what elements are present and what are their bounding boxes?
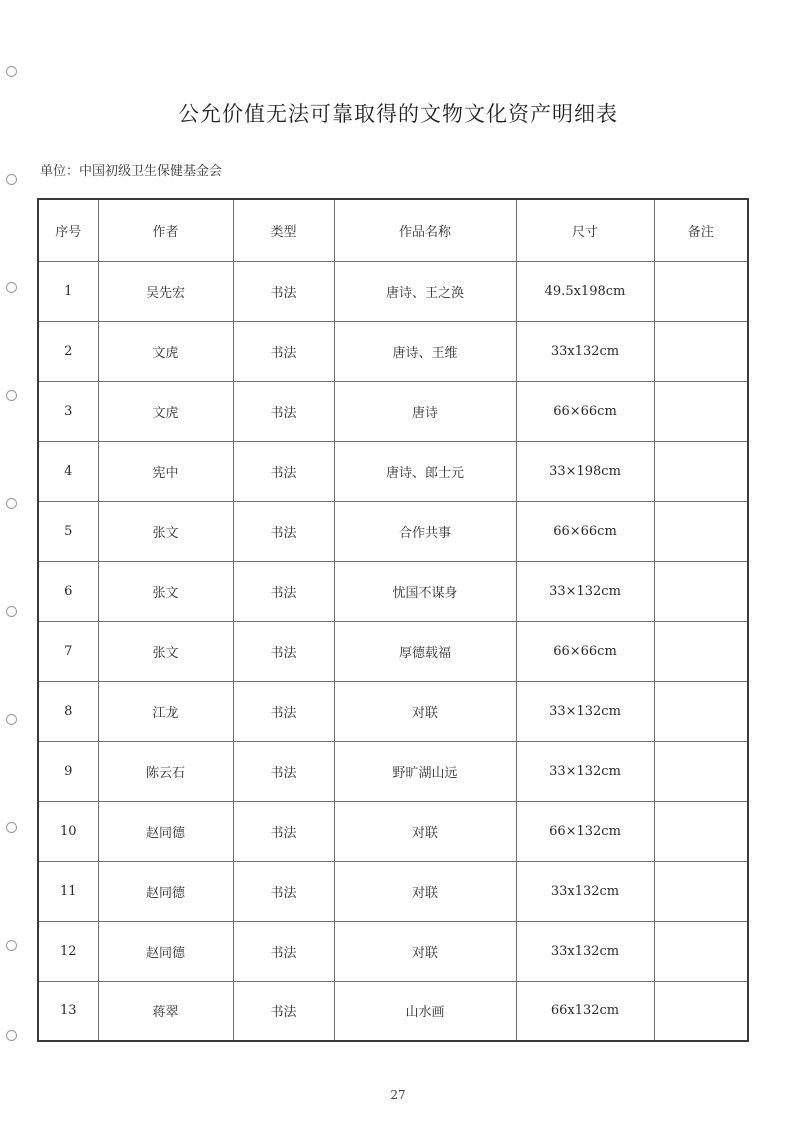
cell-name: 对联 [334, 861, 516, 921]
cell-size: 49.5x198cm [516, 261, 654, 321]
cell-note [654, 921, 748, 981]
table-row [38, 561, 748, 621]
column-header-note: 备注 [654, 199, 748, 261]
cell-size: 66×66cm [516, 501, 654, 561]
table-row [38, 681, 748, 741]
cell-author: 张文 [98, 561, 233, 621]
cell-author: 蒋翠 [98, 981, 233, 1041]
cell-type: 书法 [233, 981, 334, 1041]
cell-type: 书法 [233, 561, 334, 621]
cell-note [654, 741, 748, 801]
punch-hole [6, 390, 17, 401]
cell-author: 张文 [98, 621, 233, 681]
punch-hole [6, 822, 17, 833]
cell-name: 对联 [334, 681, 516, 741]
table-row [38, 261, 748, 321]
table-row [38, 861, 748, 921]
cell-no: 9 [38, 741, 98, 801]
cell-no: 2 [38, 321, 98, 381]
table-row [38, 501, 748, 561]
punch-hole [6, 282, 17, 293]
cell-note [654, 561, 748, 621]
cell-no: 11 [38, 861, 98, 921]
punch-hole [6, 66, 17, 77]
cell-no: 10 [38, 801, 98, 861]
cell-no: 7 [38, 621, 98, 681]
cell-note [654, 381, 748, 441]
cell-name: 唐诗、王之涣 [334, 261, 516, 321]
cell-author: 吴先宏 [98, 261, 233, 321]
column-header-no: 序号 [38, 199, 98, 261]
cell-type: 书法 [233, 381, 334, 441]
page-number: 27 [390, 1088, 406, 1102]
cell-size: 33x132cm [516, 861, 654, 921]
punch-hole [6, 606, 17, 617]
cell-no: 6 [38, 561, 98, 621]
cell-type: 书法 [233, 921, 334, 981]
cell-note [654, 681, 748, 741]
cell-size: 66×66cm [516, 621, 654, 681]
cell-note [654, 441, 748, 501]
cell-name: 唐诗、郎士元 [334, 441, 516, 501]
punch-hole [6, 174, 17, 185]
cell-size: 33×198cm [516, 441, 654, 501]
column-header-name: 作品名称 [334, 199, 516, 261]
table-row [38, 801, 748, 861]
cell-name: 对联 [334, 801, 516, 861]
cell-name: 对联 [334, 921, 516, 981]
cell-name: 唐诗 [334, 381, 516, 441]
column-header-type: 类型 [233, 199, 334, 261]
asset-table [37, 198, 749, 1042]
cell-note [654, 861, 748, 921]
cell-note [654, 321, 748, 381]
cell-size: 66×66cm [516, 381, 654, 441]
unit-label: 单位：中国初级卫生保健基金会 [40, 164, 223, 179]
cell-no: 3 [38, 381, 98, 441]
cell-size: 33×132cm [516, 681, 654, 741]
cell-type: 书法 [233, 861, 334, 921]
table-row [38, 981, 748, 1041]
cell-type: 书法 [233, 261, 334, 321]
punch-hole [6, 1030, 17, 1041]
cell-no: 4 [38, 441, 98, 501]
cell-author: 赵同德 [98, 921, 233, 981]
table-row [38, 741, 748, 801]
table-row [38, 621, 748, 681]
table-row [38, 321, 748, 381]
cell-name: 山水画 [334, 981, 516, 1041]
cell-size: 33×132cm [516, 561, 654, 621]
cell-size: 33x132cm [516, 921, 654, 981]
punch-hole [6, 498, 17, 509]
cell-note [654, 261, 748, 321]
table-row [38, 441, 748, 501]
cell-name: 忧国不谋身 [334, 561, 516, 621]
page-title: 公允价值无法可靠取得的文物文化资产明细表 [178, 102, 618, 126]
cell-no: 12 [38, 921, 98, 981]
cell-author: 文虎 [98, 321, 233, 381]
cell-note [654, 501, 748, 561]
cell-type: 书法 [233, 441, 334, 501]
cell-author: 陈云石 [98, 741, 233, 801]
column-header-size: 尺寸 [516, 199, 654, 261]
cell-no: 13 [38, 981, 98, 1041]
cell-author: 江龙 [98, 681, 233, 741]
cell-type: 书法 [233, 321, 334, 381]
cell-author: 宪中 [98, 441, 233, 501]
cell-note [654, 981, 748, 1041]
cell-author: 赵同德 [98, 861, 233, 921]
cell-name: 合作共事 [334, 501, 516, 561]
cell-no: 1 [38, 261, 98, 321]
cell-author: 文虎 [98, 381, 233, 441]
cell-size: 66x132cm [516, 981, 654, 1041]
cell-size: 66×132cm [516, 801, 654, 861]
punch-hole [6, 714, 17, 725]
table-row [38, 381, 748, 441]
cell-name: 唐诗、王维 [334, 321, 516, 381]
cell-no: 8 [38, 681, 98, 741]
cell-type: 书法 [233, 621, 334, 681]
cell-name: 野旷湖山远 [334, 741, 516, 801]
cell-author: 赵同德 [98, 801, 233, 861]
cell-note [654, 801, 748, 861]
column-header-author: 作者 [98, 199, 233, 261]
cell-size: 33×132cm [516, 741, 654, 801]
cell-type: 书法 [233, 801, 334, 861]
cell-size: 33x132cm [516, 321, 654, 381]
table-body [38, 261, 748, 1041]
cell-no: 5 [38, 501, 98, 561]
cell-type: 书法 [233, 681, 334, 741]
cell-name: 厚德载福 [334, 621, 516, 681]
table-row [38, 921, 748, 981]
table-header-row [38, 199, 748, 261]
cell-note [654, 621, 748, 681]
cell-type: 书法 [233, 501, 334, 561]
punch-hole [6, 940, 17, 951]
cell-type: 书法 [233, 741, 334, 801]
cell-author: 张文 [98, 501, 233, 561]
